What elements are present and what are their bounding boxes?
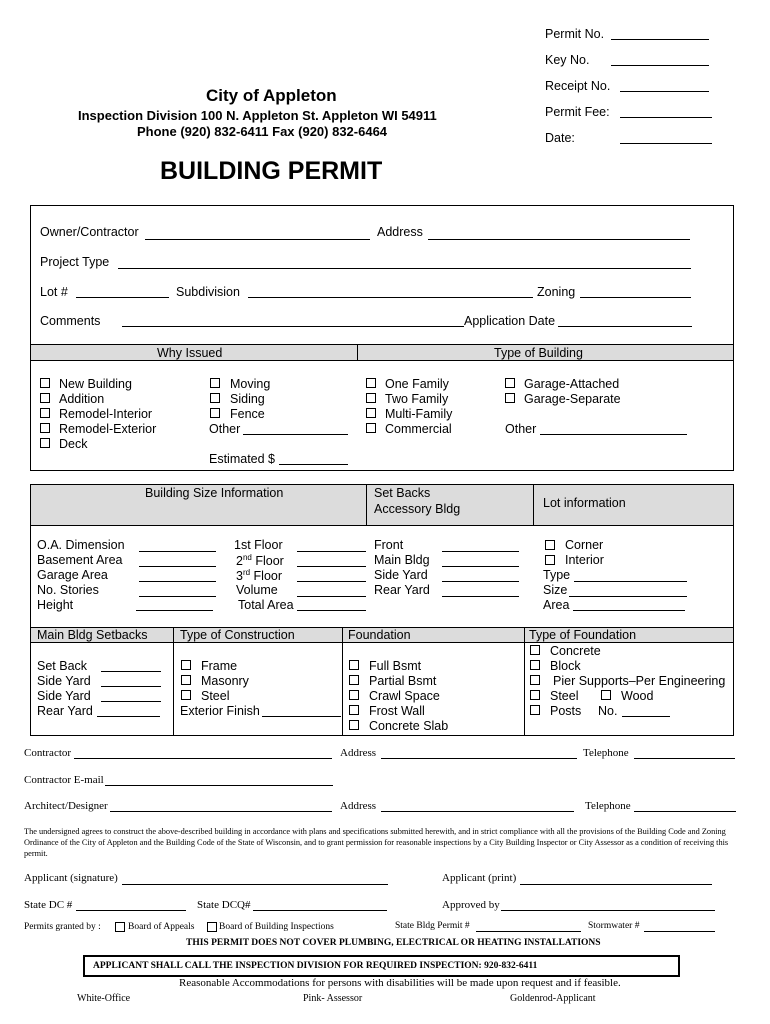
height-field[interactable] xyxy=(136,610,213,611)
side-yard-2-field[interactable] xyxy=(101,701,161,702)
crawl-space-checkbox[interactable] xyxy=(349,690,359,700)
crawl-space-label: Crawl Space xyxy=(369,689,440,703)
garage-separate-label: Garage-Separate xyxy=(524,392,621,406)
multi-family-label: Multi-Family xyxy=(385,407,453,421)
state-dc-field[interactable] xyxy=(76,910,186,911)
volume-label: Volume xyxy=(236,583,278,597)
state-dcq-label: State DCQ# xyxy=(197,899,251,911)
estimated-field[interactable] xyxy=(279,464,348,465)
rear-yard-setback-label: Rear Yard xyxy=(37,704,93,718)
zoning-label: Zoning xyxy=(537,285,576,299)
estimated-label: Estimated $ xyxy=(209,452,276,466)
why-other-label: Other xyxy=(209,422,241,436)
side-yard-2-label: Side Yard xyxy=(37,689,91,703)
board-appeals-checkbox[interactable] xyxy=(115,922,125,932)
remodel-exterior-label: Remodel-Exterior xyxy=(59,422,157,436)
architect-address-label: Address xyxy=(340,800,377,812)
second-floor-field[interactable] xyxy=(297,566,366,567)
moving-checkbox[interactable] xyxy=(210,378,220,388)
permit-fee-field[interactable] xyxy=(620,117,712,118)
copy-white-label: White-Office xyxy=(77,993,131,1004)
division-phone: Phone (920) 832-6411 Fax (920) 832-6464 xyxy=(137,124,388,139)
project-type-label: Project Type xyxy=(40,255,110,269)
interior-label: Interior xyxy=(565,553,604,567)
comments-field[interactable] xyxy=(122,326,464,327)
third-floor-field[interactable] xyxy=(297,581,366,582)
partial-bsmt-checkbox[interactable] xyxy=(349,675,359,685)
agreement-text: The undersigned agrees to construct the above-described building in accordance with plans and specifications submitted herewith, and in strict compliance with all the provisions of the Building Code and Zoning Ordinance of the City of Appleton and the Building Code of the State of Wisconsin, and to grant permission for reasonable inspections by a City Building Inspector or City Assessor as a condition of receiving this permit. xyxy=(24,827,729,858)
commercial-label: Commercial xyxy=(385,422,452,436)
posts-checkbox[interactable] xyxy=(530,705,540,715)
owner-contractor-label: Owner/Contractor xyxy=(40,225,139,239)
second-floor-label xyxy=(236,553,284,568)
garage-area-field[interactable] xyxy=(139,581,216,582)
state-dc-label: State DC # xyxy=(24,899,73,911)
state-dcq-field[interactable] xyxy=(253,910,387,911)
construction-divider-3 xyxy=(524,627,525,736)
third-floor-word: Floor xyxy=(250,569,283,584)
masonry-checkbox[interactable] xyxy=(181,675,191,685)
state-bldg-permit-label: State Bldg Permit # xyxy=(395,921,470,931)
one-family-checkbox[interactable] xyxy=(366,378,376,388)
board-inspections-checkbox[interactable] xyxy=(207,922,217,932)
city-title: City of Appleton xyxy=(206,86,337,105)
permit-no-label: Permit No. xyxy=(545,27,605,41)
date-field[interactable] xyxy=(620,143,712,144)
lot-area-field[interactable] xyxy=(573,610,685,611)
third-floor-label xyxy=(236,568,282,583)
receipt-no-label: Receipt No. xyxy=(545,79,611,93)
block-checkbox[interactable] xyxy=(530,660,540,670)
frost-wall-label: Frost Wall xyxy=(369,704,425,718)
main-bldg-field[interactable] xyxy=(442,566,519,567)
contractor-telephone-field[interactable] xyxy=(634,758,735,759)
accommodations-text: Reasonable Accommodations for persons with disabilities will be made upon request and if feasible. xyxy=(179,977,621,989)
stormwater-field[interactable] xyxy=(644,931,715,932)
remodel-interior-label: Remodel-Interior xyxy=(59,407,153,421)
deck-label: Deck xyxy=(59,437,88,451)
contractor-field[interactable] xyxy=(74,758,332,759)
page-title: BUILDING PERMIT xyxy=(160,157,383,185)
application-date-field[interactable] xyxy=(558,326,692,327)
front-field[interactable] xyxy=(442,551,519,552)
multi-family-checkbox[interactable] xyxy=(366,408,376,418)
copy-gold-label: Goldenrod-Applicant xyxy=(510,993,596,1004)
corner-label: Corner xyxy=(565,538,604,552)
concrete-slab-checkbox[interactable] xyxy=(349,720,359,730)
key-no-field[interactable] xyxy=(611,65,709,66)
architect-telephone-field[interactable] xyxy=(634,811,736,812)
size-divider-2 xyxy=(533,485,534,526)
siding-label: Siding xyxy=(230,392,265,406)
wood-label: Wood xyxy=(621,689,654,703)
garage-area-label: Garage Area xyxy=(37,568,108,582)
exterior-finish-label: Exterior Finish xyxy=(180,704,260,718)
division-address: Inspection Division 100 N. Appleton St. Appleton WI 54911 xyxy=(78,108,437,123)
copy-pink-label: Pink- Assessor xyxy=(303,993,363,1004)
first-floor-label: 1st Floor xyxy=(234,538,283,552)
remodel-exterior-checkbox[interactable] xyxy=(40,423,50,433)
lot-field[interactable] xyxy=(76,297,169,298)
pier-supports-label: Pier Supports–Per Engineering xyxy=(553,674,726,688)
owner-address-field[interactable] xyxy=(428,239,690,240)
posts-no-label: No. xyxy=(598,704,618,718)
side-yard-field[interactable] xyxy=(442,581,519,582)
subdivision-label: Subdivision xyxy=(176,285,240,299)
side-yard-label: Side Yard xyxy=(374,568,428,582)
contractor-email-label: Contractor E-mail xyxy=(24,774,104,786)
building-other-label: Other xyxy=(505,422,537,436)
set-back-label: Set Back xyxy=(37,659,88,673)
fence-label: Fence xyxy=(230,407,265,421)
approved-by-label: Approved by xyxy=(442,899,500,911)
stormwater-label: Stormwater # xyxy=(588,921,640,931)
steel-foundation-checkbox[interactable] xyxy=(530,690,540,700)
new-building-label: New Building xyxy=(59,377,132,391)
side-yard-1-label: Side Yard xyxy=(37,674,91,688)
applicant-print-label: Applicant (print) xyxy=(442,872,517,884)
garage-attached-label: Garage-Attached xyxy=(524,377,620,391)
lot-label: Lot # xyxy=(40,285,68,299)
type-of-building-title: Type of Building xyxy=(494,346,583,360)
foundation-title: Foundation xyxy=(348,628,411,642)
two-family-checkbox[interactable] xyxy=(366,393,376,403)
date-label: Date: xyxy=(545,131,575,145)
lot-area-label: Area xyxy=(543,598,570,612)
addition-checkbox[interactable] xyxy=(40,393,50,403)
partial-bsmt-label: Partial Bsmt xyxy=(369,674,437,688)
rear-yard-field[interactable] xyxy=(442,596,519,597)
moving-label: Moving xyxy=(230,377,271,391)
main-bldg-label: Main Bldg xyxy=(374,553,430,567)
basement-area-field[interactable] xyxy=(139,566,216,567)
oa-dimension-label: O.A. Dimension xyxy=(37,538,125,552)
why-issued-title: Why Issued xyxy=(157,346,223,360)
full-bsmt-checkbox[interactable] xyxy=(349,660,359,670)
approved-by-field[interactable] xyxy=(501,910,715,911)
lot-size-field[interactable] xyxy=(569,596,687,597)
steel-foundation-label: Steel xyxy=(550,689,579,703)
lot-size-label: Size xyxy=(543,583,568,597)
steel-construction-checkbox[interactable] xyxy=(181,690,191,700)
pier-supports-checkbox[interactable] xyxy=(530,675,540,685)
commercial-checkbox[interactable] xyxy=(366,423,376,433)
size-divider-1 xyxy=(366,485,367,526)
garage-attached-checkbox[interactable] xyxy=(505,378,515,388)
why-other-field[interactable] xyxy=(243,434,348,435)
height-label: Height xyxy=(37,598,74,612)
steel-construction-label: Steel xyxy=(201,689,230,703)
siding-checkbox[interactable] xyxy=(210,393,220,403)
permit-fee-label: Permit Fee: xyxy=(545,105,610,119)
accessory-bldg-title: Accessory Bldg xyxy=(374,502,461,516)
zoning-field[interactable] xyxy=(580,297,691,298)
basement-area-label: Basement Area xyxy=(37,553,123,567)
application-date-label: Application Date xyxy=(464,314,556,328)
front-label: Front xyxy=(374,538,404,552)
lot-info-title: Lot information xyxy=(543,496,626,510)
one-family-label: One Family xyxy=(385,377,449,391)
corner-checkbox[interactable] xyxy=(545,540,555,550)
subdivision-field[interactable] xyxy=(248,297,533,298)
receipt-no-field[interactable] xyxy=(620,91,709,92)
interior-checkbox[interactable] xyxy=(545,555,555,565)
construction-divider-2 xyxy=(342,627,343,736)
wood-checkbox[interactable] xyxy=(601,690,611,700)
garage-separate-checkbox[interactable] xyxy=(505,393,515,403)
applicant-print-field[interactable] xyxy=(520,884,712,885)
owner-address-label: Address xyxy=(377,225,423,239)
posts-no-field[interactable] xyxy=(622,716,670,717)
architect-address-field[interactable] xyxy=(381,811,574,812)
set-backs-title: Set Backs xyxy=(374,486,431,500)
side-yard-1-field[interactable] xyxy=(101,686,161,687)
deck-checkbox[interactable] xyxy=(40,438,50,448)
architect-telephone-label: Telephone xyxy=(585,800,631,812)
second-floor-word: Floor xyxy=(251,554,284,569)
contractor-label: Contractor xyxy=(24,747,72,759)
rear-yard-setback-field[interactable] xyxy=(97,716,160,717)
applicant-signature-label: Applicant (signature) xyxy=(24,872,118,884)
applicant-signature-field[interactable] xyxy=(122,884,388,885)
masonry-label: Masonry xyxy=(201,674,249,688)
architect-field[interactable] xyxy=(110,811,332,812)
board-inspections-label: Board of Building Inspections xyxy=(219,922,334,932)
no-stories-label: No. Stories xyxy=(37,583,99,597)
concrete-checkbox[interactable] xyxy=(530,645,540,655)
addition-label: Addition xyxy=(59,392,105,406)
frost-wall-checkbox[interactable] xyxy=(349,705,359,715)
set-back-field[interactable] xyxy=(101,671,161,672)
contractor-address-field[interactable] xyxy=(381,758,577,759)
comments-label: Comments xyxy=(40,314,101,328)
lot-type-field[interactable] xyxy=(574,581,687,582)
permits-granted-label: Permits granted by : xyxy=(24,922,101,932)
contractor-email-field[interactable] xyxy=(105,785,333,786)
building-size-title: Building Size Information xyxy=(145,486,284,500)
why-issued-header-bar xyxy=(31,345,733,361)
frame-checkbox[interactable] xyxy=(181,660,191,670)
lot-type-label: Type xyxy=(543,568,571,582)
owner-contractor-field[interactable] xyxy=(145,239,370,240)
construction-divider-1 xyxy=(173,627,174,736)
first-floor-field[interactable] xyxy=(297,551,366,552)
concrete-label: Concrete xyxy=(550,644,601,658)
volume-field[interactable] xyxy=(297,596,366,597)
key-no-label: Key No. xyxy=(545,53,590,67)
architect-label: Architect/Designer xyxy=(24,800,108,812)
project-type-field[interactable] xyxy=(118,268,691,269)
rear-yard-label: Rear Yard xyxy=(374,583,430,597)
oa-dimension-field[interactable] xyxy=(139,551,216,552)
state-bldg-permit-field[interactable] xyxy=(476,931,581,932)
remodel-interior-checkbox[interactable] xyxy=(40,408,50,418)
building-other-field[interactable] xyxy=(540,434,687,435)
third-floor-num: 3 xyxy=(236,569,243,584)
fence-checkbox[interactable] xyxy=(210,408,220,418)
concrete-slab-label: Concrete Slab xyxy=(369,719,449,733)
second-floor-num: 2 xyxy=(236,554,243,569)
board-appeals-label: Board of Appeals xyxy=(128,922,195,932)
frame-label: Frame xyxy=(201,659,238,673)
contractor-address-label: Address xyxy=(340,747,377,759)
contractor-telephone-label: Telephone xyxy=(583,747,629,759)
total-area-field[interactable] xyxy=(297,610,366,611)
type-construction-title: Type of Construction xyxy=(180,628,295,642)
exterior-finish-field[interactable] xyxy=(262,716,341,717)
new-building-checkbox[interactable] xyxy=(40,378,50,388)
posts-label: Posts xyxy=(550,704,582,718)
type-foundation-title: Type of Foundation xyxy=(529,628,637,642)
not-covered-notice: THIS PERMIT DOES NOT COVER PLUMBING, ELECTRICAL OR HEATING INSTALLATIONS xyxy=(186,938,601,948)
no-stories-field[interactable] xyxy=(139,596,216,597)
two-family-label: Two Family xyxy=(385,392,449,406)
third-floor-sup: rd xyxy=(242,568,251,577)
total-area-label: Total Area xyxy=(238,598,294,612)
second-floor-sup: nd xyxy=(242,553,252,562)
header-divider xyxy=(357,345,358,361)
permit-no-field[interactable] xyxy=(611,39,709,40)
main-setbacks-title: Main Bldg Setbacks xyxy=(37,628,148,642)
call-notice-text: APPLICANT SHALL CALL THE INSPECTION DIVISION FOR REQUIRED INSPECTION: 920-832-6411 xyxy=(93,961,538,971)
full-bsmt-label: Full Bsmt xyxy=(369,659,422,673)
block-label: Block xyxy=(550,659,581,673)
